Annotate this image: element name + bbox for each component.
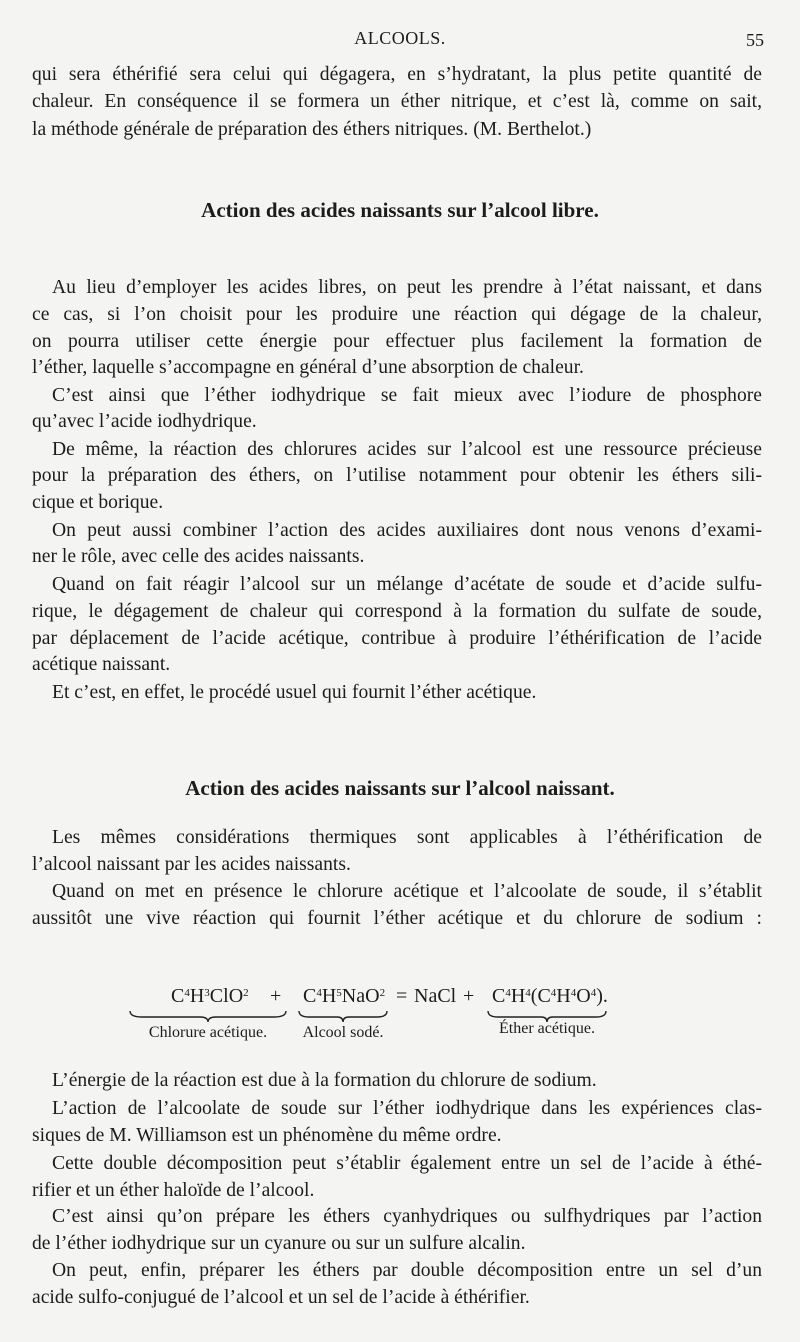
text-line: on pourra utiliser cette énergie pour effectuer plus facilement la formation de: [32, 331, 762, 352]
formula-nacl: NaCl: [414, 985, 457, 1007]
formula-chlorure-acetique: $C^4H^3ClO^2$: [171, 985, 249, 1007]
label-alcool-sode: Alcool sodé.: [302, 1024, 384, 1041]
text-line: siques de M. Williamson est un phénomène du même ordre.: [32, 1125, 502, 1146]
text-line: la méthode générale de préparation des éthers nitriques. (M. Berthelot.): [32, 119, 592, 140]
text-line: par déplacement de l’acide acétique, contribue à produire l’éthérification de l’acide: [32, 628, 762, 649]
text-line: Et c’est, en effet, le procédé usuel qui fournit l’éther acétique.: [52, 682, 537, 703]
text-line: l’éther, laquelle s’accompagne en général d’une absorption de chaleur.: [32, 357, 584, 378]
text-line: On peut, enfin, préparer les éthers par double décomposition entre un sel d’un: [52, 1260, 762, 1281]
text-line: l’alcool naissant par les acides naissants.: [32, 854, 351, 875]
text-line: rique, le dégagement de chaleur qui correspond à la formation du sulfate de soude,: [32, 601, 762, 622]
text-line: acétique naissant.: [32, 654, 171, 675]
page-number: 55: [746, 30, 764, 50]
formula-ether-acetique: $C^4H^4(C^4H^4O^4)$.: [492, 985, 608, 1007]
text-line: Les mêmes considérations thermiques sont applicables à l’éthérification de: [52, 827, 762, 848]
text-line: C’est ainsi que l’éther iodhydrique se fait mieux avec l’iodure de phosphore: [52, 385, 762, 406]
text-line: cique et borique.: [32, 492, 164, 513]
equals-sign: =: [396, 985, 408, 1007]
text-line: qu’avec l’acide iodhydrique.: [32, 411, 257, 432]
text-line: chaleur. En conséquence il se formera un éther nitrique, et c’est là, comme on sait,: [32, 91, 762, 112]
text-line: On peut aussi combiner l’action des acides auxiliaires dont nous venons d’exami-: [52, 520, 762, 541]
text-line: acide sulfo-conjugué de l’alcool et un sel de l’acide à éthérifier.: [32, 1287, 530, 1308]
text-line: L’action de l’alcoolate de soude sur l’éther iodhydrique dans les expériences clas-: [52, 1098, 762, 1119]
text-line: ce cas, si l’on choisit pour les produire une réaction qui dégage de la chaleur,: [32, 304, 762, 325]
label-ether-acetique: Éther acétique.: [499, 1020, 595, 1037]
text-line: De même, la réaction des chlorures acides sur l’alcool est une ressource précieuse: [52, 439, 762, 460]
text-line: qui sera éthérifié sera celui qui dégagera, en s’hydratant, la plus petite quantité de: [32, 64, 762, 85]
plus-sign: +: [270, 985, 282, 1007]
running-header: ALCOOLS.: [354, 28, 446, 48]
text-line: Cette double décomposition peut s’établir également entre un sel de l’acide à éthé-: [52, 1153, 762, 1174]
formula-alcool-sode: $C^4H^5NaO^2$: [303, 985, 386, 1007]
section-heading: Action des acides naissants sur l’alcool naissant.: [185, 776, 615, 800]
text-line: Quand on met en présence le chlorure acétique et l’alcoolate de soude, il s’établit: [52, 881, 762, 902]
underbrace: [128, 1009, 288, 1023]
text-line: de l’éther iodhydrique sur un cyanure ou sur un sulfure alcalin.: [32, 1233, 526, 1254]
text-line: rifier et un éther haloïde de l’alcool.: [32, 1180, 315, 1201]
text-line: L’énergie de la réaction est due à la formation du chlorure de sodium.: [52, 1070, 597, 1091]
underbrace: [297, 1009, 389, 1023]
text-line: ner le rôle, avec celle des acides naissants.: [32, 546, 365, 567]
section-heading: Action des acides naissants sur l’alcool libre.: [201, 198, 599, 222]
label-chlorure-acetique: Chlorure acétique.: [148, 1024, 268, 1041]
text-line: aussitôt une vive réaction qui fournit l’éther acétique et du chlorure de sodium :: [32, 908, 762, 929]
text-line: Quand on fait réagir l’alcool sur un mélange d’acétate de soude et d’acide sulfu-: [52, 574, 762, 595]
plus-sign: +: [463, 985, 475, 1007]
text-line: C’est ainsi qu’on prépare les éthers cyanhydriques ou sulfhydriques par l’action: [52, 1206, 762, 1227]
text-line: pour la préparation des éthers, on l’utilise notamment pour obtenir les éthers sili-: [32, 465, 762, 486]
text-line: Au lieu d’employer les acides libres, on peut les prendre à l’état naissant, et dans: [52, 277, 762, 298]
